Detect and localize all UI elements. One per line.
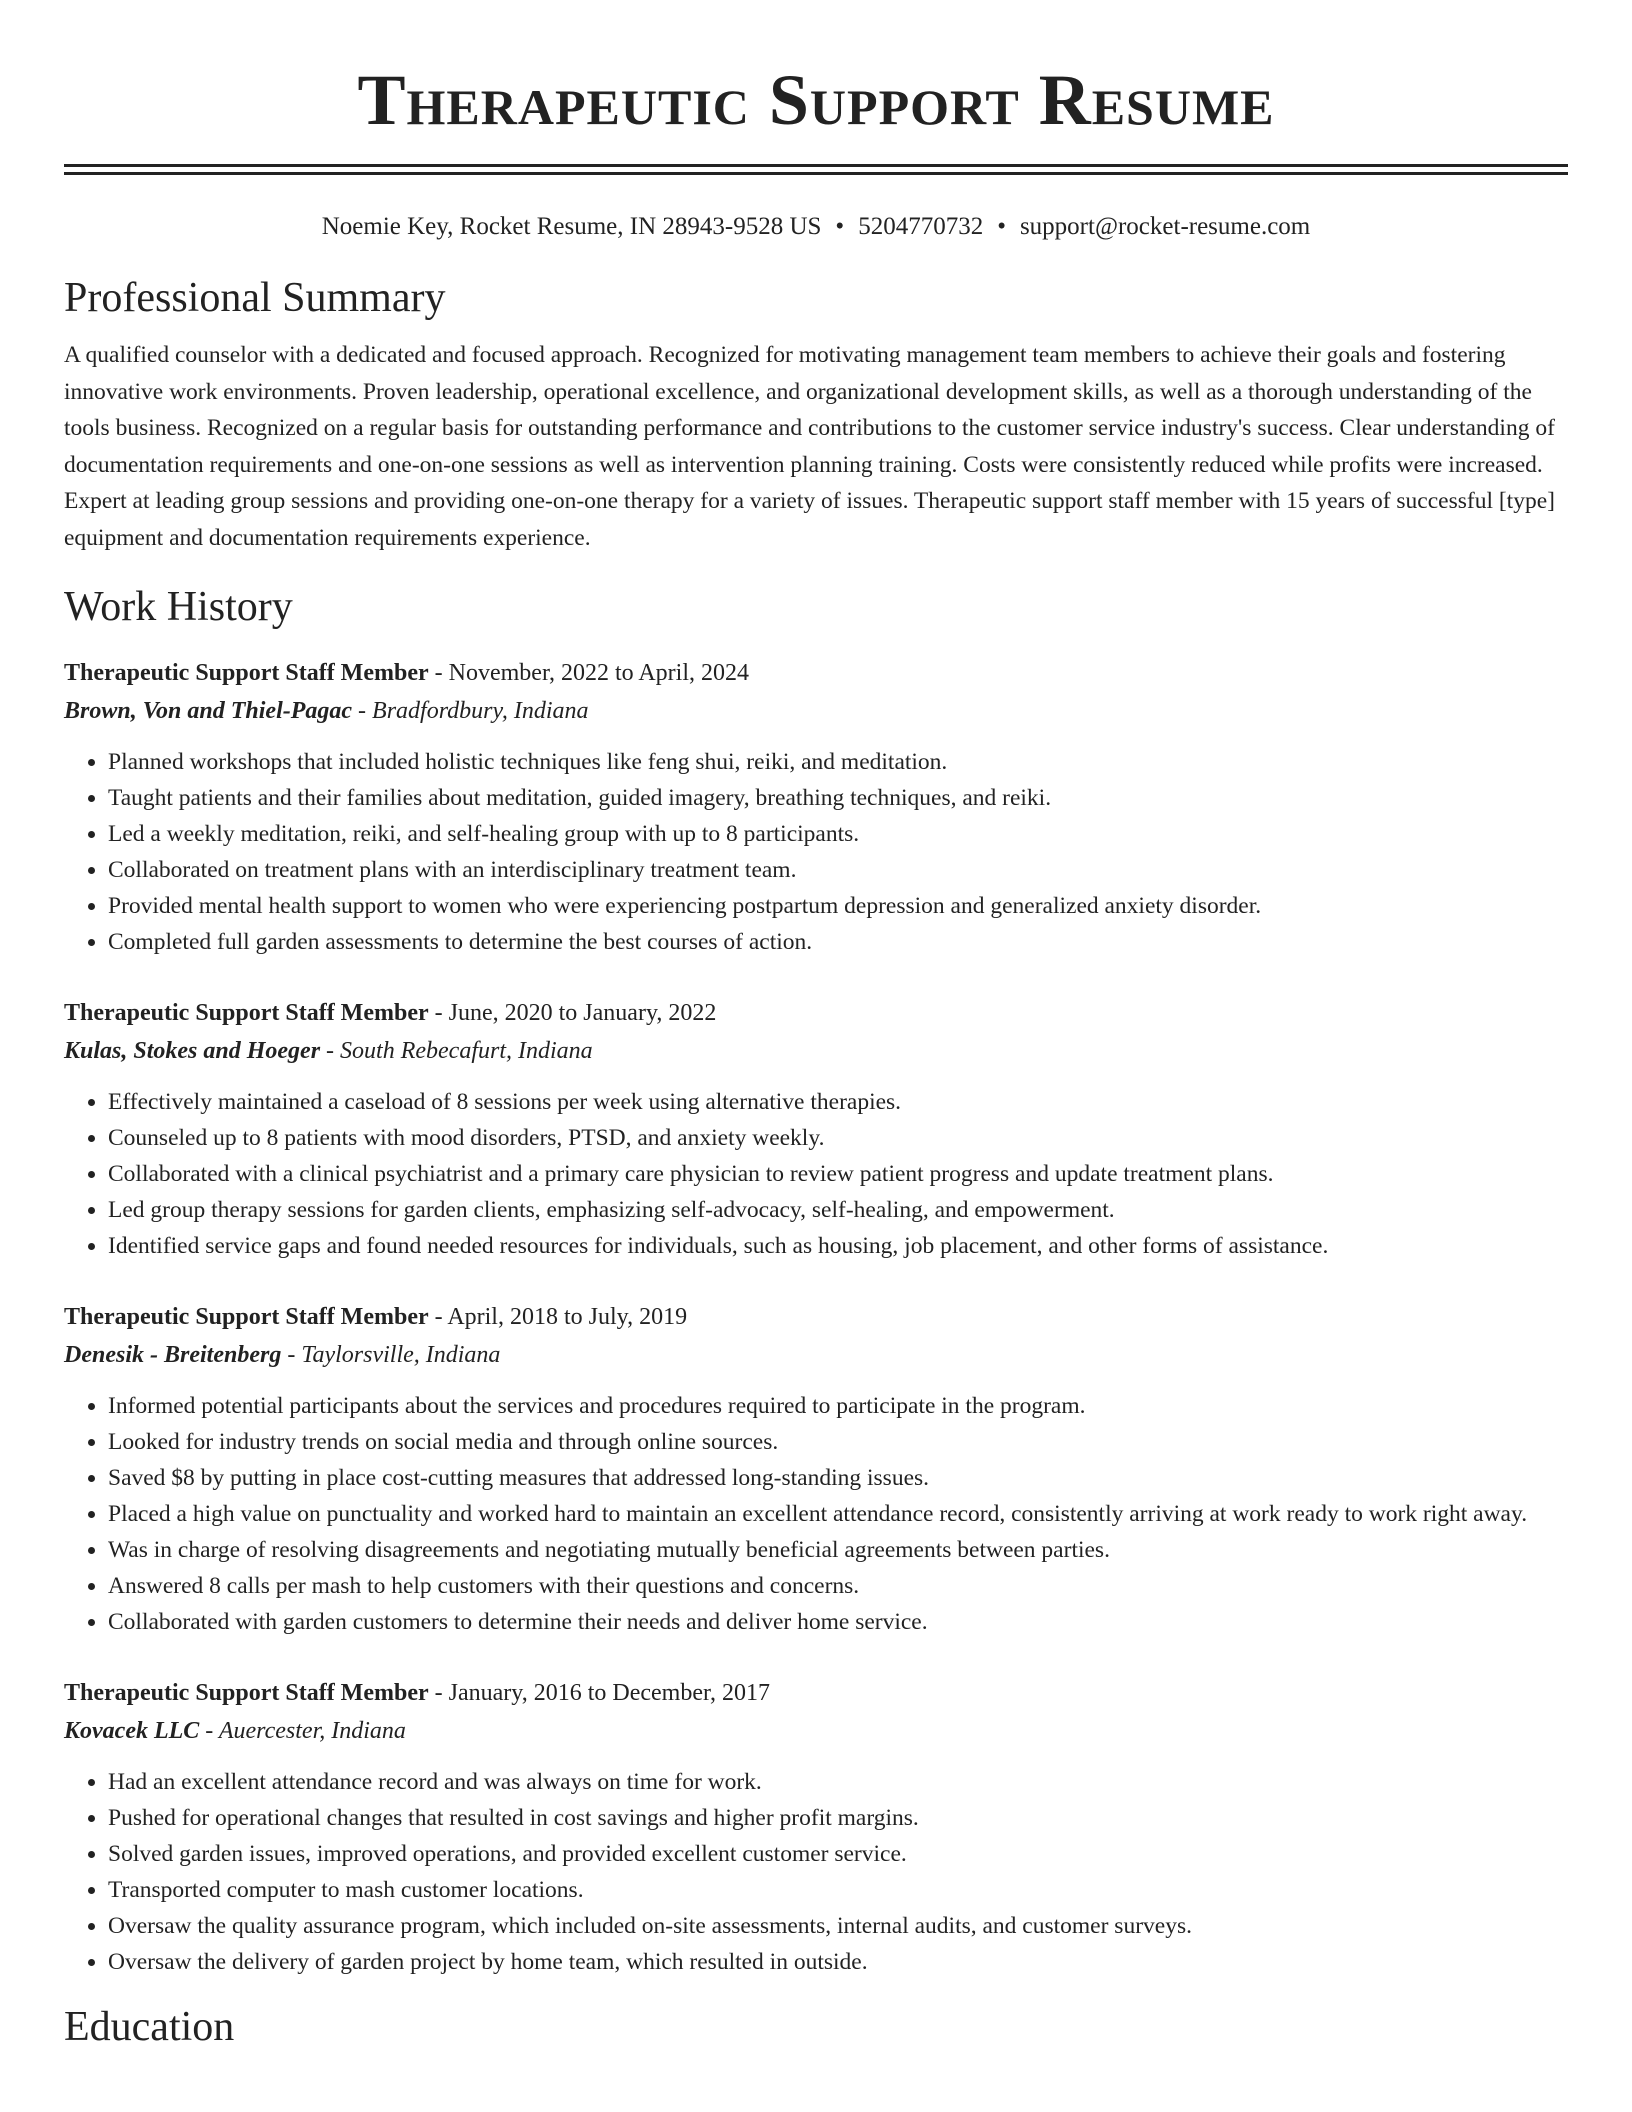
job-bullets [64,1764,1568,1980]
job-role: Therapeutic Support Staff Member [64,1680,429,1706]
job-title-line [64,1674,1568,1712]
job-title-line [64,994,1568,1032]
list-item: • Oversaw the delivery of garden project by home team, which resulted in outside. [108,1944,1568,1980]
dash: - [199,1718,219,1744]
dash: - [352,698,373,724]
job-entry [64,654,1568,960]
list-item: • Saved $8 by putting in place cost-cutting measures that addressed long-standing issues. [108,1460,1568,1496]
job-dates: June, 2020 to January, 2022 [448,1000,717,1026]
company-name: Kovacek LLC [64,1718,200,1744]
job-bullets [64,1388,1568,1640]
list-item: • Collaborated on treatment plans with an interdisciplinary treatment team. [108,852,1568,888]
list-item: • Taught patients and their families about meditation, guided imagery, breathing techniques, and reiki. [108,780,1568,816]
company-line [64,1712,1568,1750]
work-history-heading: Work History [64,584,293,630]
company-location: South Rebecafurt, Indiana [340,1038,593,1064]
summary-text: A qualified counselor with a dedicated and focused approach. Recognized for motivating management team members to achieve their goals and fostering innovative work environments. Proven leadership, operational excellence, and organizational development skills, as well as a thorough understanding of the tools business. Recognized on a regular basis for outstanding performance and contributions to the customer service industry's success. Clear understanding of documentation requirements and one-on-one sessions as well as intervention planning training. Costs were consistently reduced while profits were increased. Expert at leading group sessions and providing one-on-one therapy for a variety of issues. Therapeutic support staff member with 15 years of successful [type] equipment and documentation requirements experience. [64,342,1555,551]
job-bullets [64,1084,1568,1264]
list-item: • Identified service gaps and found needed resources for individuals, such as housing, job placement, and other forms of assistance. [108,1228,1568,1264]
job-dates: April, 2018 to July, 2019 [447,1304,688,1330]
list-item: • Counseled up to 8 patients with mood disorders, PTSD, and anxiety weekly. [108,1120,1568,1156]
summary-heading: Professional Summary [64,275,446,321]
company-location: Auercester, Indiana [218,1718,406,1744]
list-item: • Provided mental health support to women who were experiencing postpartum depression and generalized anxiety disorder. [108,888,1568,924]
contact-line [64,211,1568,243]
job-entry [64,994,1568,1264]
job-role: Therapeutic Support Staff Member [64,660,429,686]
list-item: • Led a weekly meditation, reiki, and self-healing group with up to 8 participants. [108,816,1568,852]
company-location: Taylorsville, Indiana [301,1342,501,1368]
dash: - [320,1038,341,1064]
list-item: • Planned workshops that included holistic techniques like feng shui, reiki, and meditation. [108,744,1568,780]
list-item: • Effectively maintained a caseload of 8 sessions per week using alternative therapies. [108,1084,1568,1120]
bullet-separator: • [835,213,845,240]
job-title-line [64,1298,1568,1336]
dash: - [428,660,449,686]
company-name: Denesik - Breitenberg [64,1342,282,1368]
job-entry [64,1298,1568,1640]
list-item: • Placed a high value on punctuality and worked hard to maintain an excellent attendance record, consistently arriving at work ready to work right away. [108,1496,1568,1532]
contact-phone: 5204770732 [858,213,984,240]
list-item: • Led group therapy sessions for garden clients, emphasizing self-advocacy, self-healing, and empowerment. [108,1192,1568,1228]
job-role: Therapeutic Support Staff Member [64,1000,429,1026]
job-dates: November, 2022 to April, 2024 [448,660,749,686]
bullet-separator: • [997,213,1006,240]
list-item: • Looked for industry trends on social media and through online sources. [108,1424,1568,1460]
title-double-rule [64,164,1568,175]
company-name: Kulas, Stokes and Hoeger [64,1038,321,1064]
dash: - [428,1000,449,1026]
list-item: • Completed full garden assessments to determine the best courses of action. [108,924,1568,960]
list-item: • Collaborated with a clinical psychiatrist and a primary care physician to review patient progress and update treatment plans. [108,1156,1568,1192]
list-item: • Oversaw the quality assurance program, which included on-site assessments, internal audits, and customer surveys. [108,1908,1568,1944]
resume-title: Therapeutic Support Resume [357,60,1275,140]
dash: - [428,1680,449,1706]
job-title-line [64,654,1568,692]
company-location: Bradfordbury, Indiana [372,698,589,724]
company-name: Brown, Von and Thiel-Pagac [64,698,353,724]
list-item: • Transported computer to mash customer locations. [108,1872,1568,1908]
list-item: • Pushed for operational changes that resulted in cost savings and higher profit margins. [108,1800,1568,1836]
company-line [64,1336,1568,1374]
job-dates: January, 2016 to December, 2017 [448,1680,771,1706]
education-heading: Education [64,2004,235,2050]
list-item: • Was in charge of resolving disagreements and negotiating mutually beneficial agreements between parties. [108,1532,1568,1568]
job-role: Therapeutic Support Staff Member [64,1304,429,1330]
job-entry [64,1674,1568,1980]
contact-email: support@rocket-resume.com [1019,213,1311,240]
summary-section [64,273,1568,556]
company-line [64,692,1568,730]
job-bullets [64,744,1568,960]
work-history-section [64,582,1568,1980]
contact-address: Noemie Key, Rocket Resume, IN 28943-9528 US [321,213,822,240]
company-line [64,1032,1568,1070]
list-item: • Collaborated with garden customers to determine their needs and deliver home service. [108,1604,1568,1640]
list-item: • Had an excellent attendance record and was always on time for work. [108,1764,1568,1800]
dash: - [428,1304,448,1330]
education-section [64,2002,1568,2052]
dash: - [281,1342,302,1368]
list-item: • Solved garden issues, improved operations, and provided excellent customer service. [108,1836,1568,1872]
list-item: • Informed potential participants about the services and procedures required to participate in the program. [108,1388,1568,1424]
list-item: • Answered 8 calls per mash to help customers with their questions and concerns. [108,1568,1568,1604]
